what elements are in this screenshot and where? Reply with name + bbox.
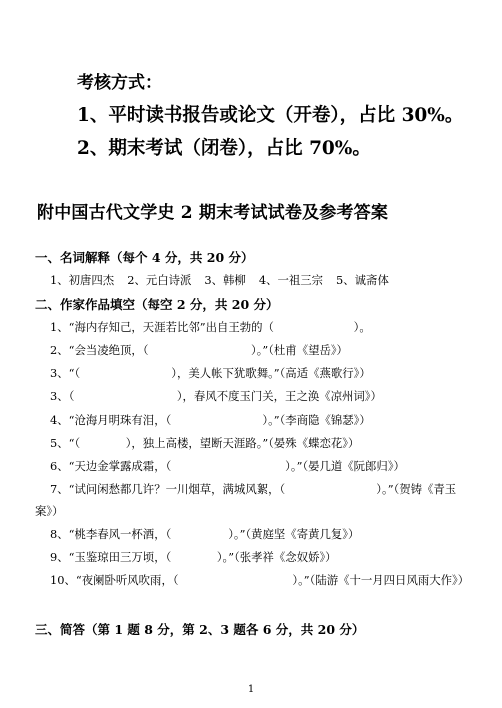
term-4: 4、一祖三宗 — [258, 273, 324, 287]
fill-item-9: 9、“玉鉴琼田三万顷，（ ）。”（张孝祥《念奴娇》） — [50, 550, 337, 564]
fill-item-1: 1、“海内存知己，天涯若比邻”出自王勃的（ ）。 — [50, 320, 371, 334]
assessment-item-1: 1、平时读书报告或论文（开卷），占比 30%。 — [77, 105, 464, 126]
fill-item-10: 10、“夜阑卧听风吹雨，（ ）。”（陆游《十一月四日风雨大作》） — [50, 573, 470, 587]
assessment-block — [77, 72, 463, 162]
fill-item-5: 5、“（ ），独上高楼，望断天涯路。”（晏殊《蝶恋花》） — [50, 436, 360, 450]
term-5: 5、诚斋体 — [336, 273, 389, 287]
fill-item-3: 3、“（ ），美人帐下犹歌舞。”（高适《燕歌行》） — [50, 366, 371, 380]
page-number: 1 — [247, 684, 255, 695]
section2-heading: 二、作家作品填空（每空 2 分，共 20 分） — [35, 297, 279, 312]
term-2: 2、元白诗派 — [127, 273, 192, 287]
assessment-heading: 考核方式： — [77, 73, 162, 93]
exam-title: 附中国古代文学史 2 期末考试试卷及参考答案 — [37, 203, 389, 223]
fill-item-6: 6、“天边金掌露成霜，（ ）。”（晏几道《阮郎归》） — [50, 459, 405, 473]
fill-item-2: 2、“会当凌绝顶，（ ）。”（杜甫《望岳》） — [50, 343, 348, 357]
fill-item-7-continuation: 案》） — [35, 504, 64, 518]
term-1: 1、初唐四杰 — [50, 273, 115, 287]
term-3: 3、韩柳 — [204, 273, 246, 287]
fill-item-4: 4、“沧海月明珠有泪，（ ）。”（李商隐《锦瑟》） — [50, 413, 371, 427]
assessment-item-2: 2、期末考试（闭卷），占比 70%。 — [77, 138, 371, 159]
section1-terms — [50, 272, 402, 288]
fill-item-3b: 3、（ ），春风不度玉门关，王之涣《凉州词》） — [50, 389, 382, 403]
fill-item-7: 7、“试问闲愁都几许？一川烟草，满城风絮，（ ）。”（贺铸《青玉 — [50, 482, 457, 496]
fill-item-8: 8、“桃李春风一杯酒，（ ）。”（黄庭坚《寄黄几复》） — [50, 527, 360, 541]
section3-heading: 三、简答（第 1 题 8 分，第 2、3 题各 6 分，共 20 分） — [35, 622, 365, 637]
section1-heading: 一、名词解释（每个 4 分，共 20 分） — [35, 250, 254, 265]
